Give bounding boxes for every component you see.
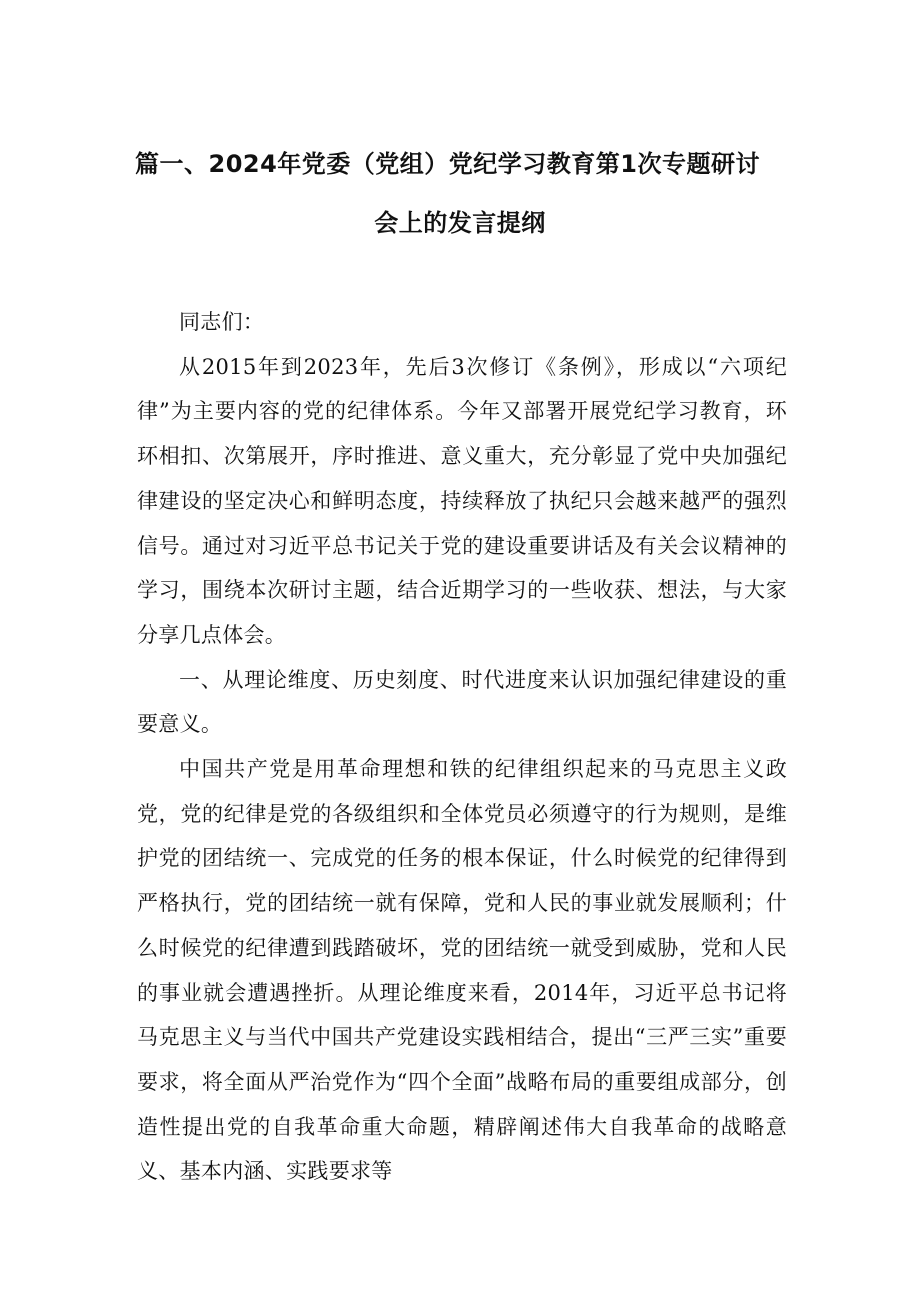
paragraph-intro: 从2015年到2023年，先后3次修订《条例》，形成以“六项纪律”为主要内容的党的纪律体系。今年又部署开展党纪学习教育，环环相扣、次第展开，序时推进、意义重大，充分彰显了党中央加强纪律建设的坚定决心和鲜明态度，持续释放了执纪只会越来越严的强烈信号。通过对习近平总书记关于党的建设重要讲话及有关会议精神的学习，围绕本次研讨主题，结合近期学习的一些收获、想法，与大家分享几点体会。 [137,354,787,647]
document-title-line-2: 会上的发言提纲 [374,209,546,237]
paragraph-heading-1: 一、从理论维度、历史刻度、时代进度来认识加强纪律建设的重要意义。 [137,667,787,737]
paragraph-body-1: 中国共产党是用革命理想和铁的纪律组织起来的马克思主义政党，党的纪律是党的各级组织和全体党员必须遵守的行为规则，是维护党的团结统一、完成党的任务的根本保证，什么时候党的纪律得到严格执行，党的团结统一就有保障，党和人民的事业就发展顺利；什么时候党的纪律遭到践踏破坏，党的团结统一就受到威胁，党和人民的事业就会遭遇挫折。从理论维度来看，2014年，习近平总书记将马克思主义与当代中国共产党建设实践相结合，提出“三严三实”重要要求，将全面从严治党作为“四个全面”战略布局的重要组成部分，创造性提出党的自我革命重大命题，精辟阐述伟大自我革命的战略意义、基本内涵、实践要求等 [137,757,787,1184]
salutation: 同志们： [179,310,265,334]
document-title-line-1: 篇一、2024年党委（党组）党纪学习教育第1次专题研讨 [135,150,760,178]
document-body [137,300,787,1194]
